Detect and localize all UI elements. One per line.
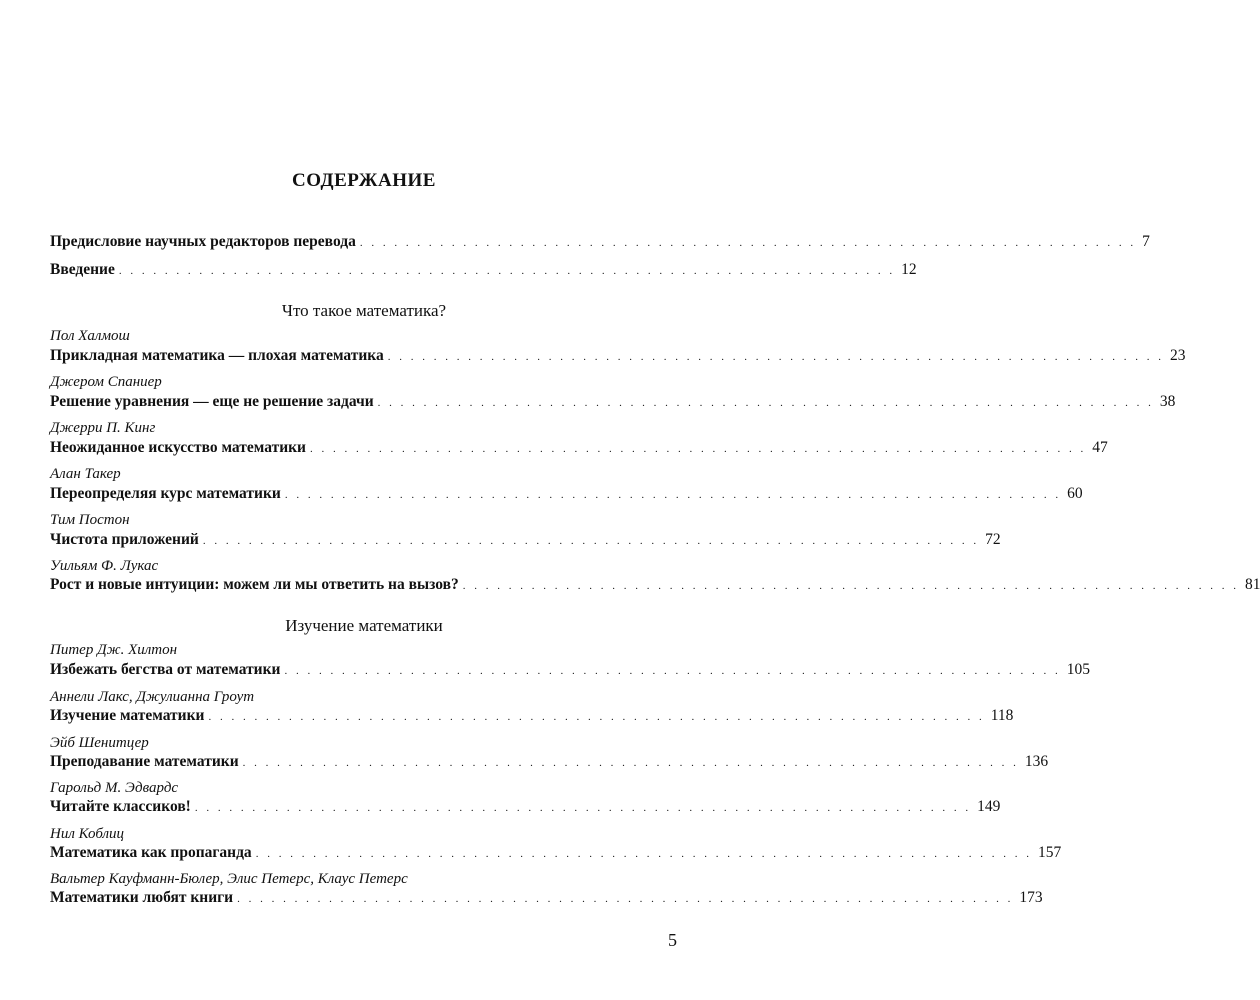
toc-entry-title: Предисловие научных редакторов перевода [50,233,356,250]
toc-entry-author: Эйб Шенитцер [50,735,149,751]
toc-entry [50,574,1260,596]
dot-leader: . . . . . . . . . . . . . . . . . . . . . . . . . . . . . . . . . . . . . . . . . . . . . . . . . . . . . . . . . . . . . . . . . . . . [237,893,1014,905]
toc-entry-page: 72 [985,531,1001,548]
dot-leader: . . . . . . . . . . . . . . . . . . . . . . . . . . . . . . . . . . . . . . . . . . . . . . . . . . . . . . . . . . . . . . . . . . . . [284,665,1061,677]
toc-entry-title: Неожиданное искусство математики [50,439,306,456]
toc-entry-title: Преподавание математики [50,753,239,770]
toc-entry-title: Избежать бегства от математики [50,661,281,678]
toc-entry-page: 81 [1244,576,1260,593]
dot-leader: . . . . . . . . . . . . . . . . . . . . . . . . . . . . . . . . . . . . . . . . . . . . . . . . . . . . . . . . . . . . . . . . . . . . [310,443,1087,455]
toc-entry-title: Изучение математики [50,707,205,724]
toc-entry [50,887,1043,909]
dot-leader: . . . . . . . . . . . . . . . . . . . . . . . . . . . . . . . . . . . . . . . . . . . . . . . . . . . . . . . . . . . . . . . . . . . . [377,397,1154,409]
page-number: 5 [668,930,677,950]
toc-entry [50,705,1014,727]
toc-entry-title: Переопределяя курс математики [50,485,281,502]
section-heading: Изучение математики [285,616,443,635]
dot-leader: . . . . . . . . . . . . . . . . . . . . . . . . . . . . . . . . . . . . . . . . . . . . . . . . . . . . . . . . . . . . . . . . . . . . [387,351,1164,363]
toc-entry [50,345,1186,367]
toc-entry-author: Пол Халмош [50,328,130,344]
toc-entry-author: Питер Дж. Хилтон [50,642,178,658]
toc-entry-title: Читайте классиков! [50,798,191,815]
toc-entry-title: Решение уравнения — еще не решение задачи [50,393,374,410]
toc-entry [50,659,1090,681]
dot-leader: . . . . . . . . . . . . . . . . . . . . . . . . . . . . . . . . . . . . . . . . . . . . . . . . . . . . . . . . . . . . . . . . . . . . [242,757,1019,769]
dot-leader: . . . . . . . . . . . . . . . . . . . . . . . . . . . . . . . . . . . . . . . . . . . . . . . . . . . . . . . . . . . . . . . . . . . . [194,802,972,814]
toc-entry-author: Джером Спаниер [50,374,162,390]
toc-entry-author: Гарольд М. Эдвардс [50,780,179,796]
toc-entry-author: Алан Такер [50,466,121,482]
toc-entry-page: 157 [1037,844,1062,861]
toc-entry-preface [50,231,1150,253]
toc-entry-page: 105 [1066,661,1090,678]
page-title: СОДЕРЖАНИЕ [292,170,436,191]
dot-leader: . . . . . . . . . . . . . . . . . . . . . . . . . . . . . . . . . . . . . . . . . . . . . . . . . . . . . . . . . . . . . . . . . . . . [284,489,1062,501]
toc-entry-author: Аннели Лакс, Джулианна Гроут [50,689,255,705]
toc-entry-author: Вальтер Кауфманн-Бюлер, Элис Петерс, Клаус Петерс [50,871,408,887]
toc-entry-page: 173 [1019,889,1043,906]
toc-entry [50,437,1108,459]
dot-leader: . . . . . . . . . . . . . . . . . . . . . . . . . . . . . . . . . . . . . . . . . . . . . . . . . . . . . . . . . . . . . . . . . . . . [462,580,1239,592]
toc-entry-title: Математики любят книги [50,889,234,906]
toc-entry-page: 60 [1067,485,1083,502]
dot-leader: . . . . . . . . . . . . . . . . . . . . . . . . . . . . . . . . . . . . . . . . . . . . . . . . . . . . . . . . . . . . . . . . . . . . [208,711,985,723]
toc-entry [50,751,1049,773]
toc-entry-title: Прикладная математика — плохая математика [50,347,384,364]
toc-entry-page: 38 [1159,393,1176,410]
toc-entry-page: 47 [1092,439,1108,456]
dot-leader: . . . . . . . . . . . . . . . . . . . . . . . . . . . . . . . . . . . . . . . . . . . . . . . . . . . . . . . . . . . . . . . . . . . . [202,535,980,547]
toc-entry [50,483,1083,505]
toc-entry-title: Математика как пропаганда [50,844,252,861]
toc-entry [50,842,1062,864]
toc-entry-title: Рост и новые интуиции: можем ли мы ответить на вызов? [50,576,459,593]
toc-entry-page: 23 [1169,347,1186,364]
toc-entry [50,796,1001,818]
section-heading: Что такое математика? [281,301,447,320]
toc-entry-title: Введение [50,261,115,278]
toc-entry-author: Нил Коблиц [50,826,125,842]
toc-entry-author: Джерри П. Кинг [50,420,156,436]
toc-entry [50,529,1001,551]
toc-entry-author: Тим Постон [50,512,130,528]
toc-entry-page: 7 [1142,233,1150,250]
toc-entry-title: Чистота приложений [50,531,199,548]
toc-entry [50,391,1176,413]
toc-entry-page: 136 [1024,753,1049,770]
toc-entry-page: 149 [977,798,1001,815]
dot-leader: . . . . . . . . . . . . . . . . . . . . . . . . . . . . . . . . . . . . . . . . . . . . . . . . . . . . . . . . . . . . . . . . . . . . [255,848,1032,860]
toc-entry-introduction [50,259,917,281]
dot-leader: . . . . . . . . . . . . . . . . . . . . . . . . . . . . . . . . . . . . . . . . . . . . . . . . . . . . . . . . . . . . . . . . . . . . [118,265,896,277]
toc-entry-author: Уильям Ф. Лукас [50,558,159,574]
dot-leader: . . . . . . . . . . . . . . . . . . . . . . . . . . . . . . . . . . . . . . . . . . . . . . . . . . . . . . . . . . . . . . . . . . . . [359,237,1137,249]
toc-entry-page: 12 [901,261,917,278]
toc-entry-page: 118 [990,707,1014,724]
